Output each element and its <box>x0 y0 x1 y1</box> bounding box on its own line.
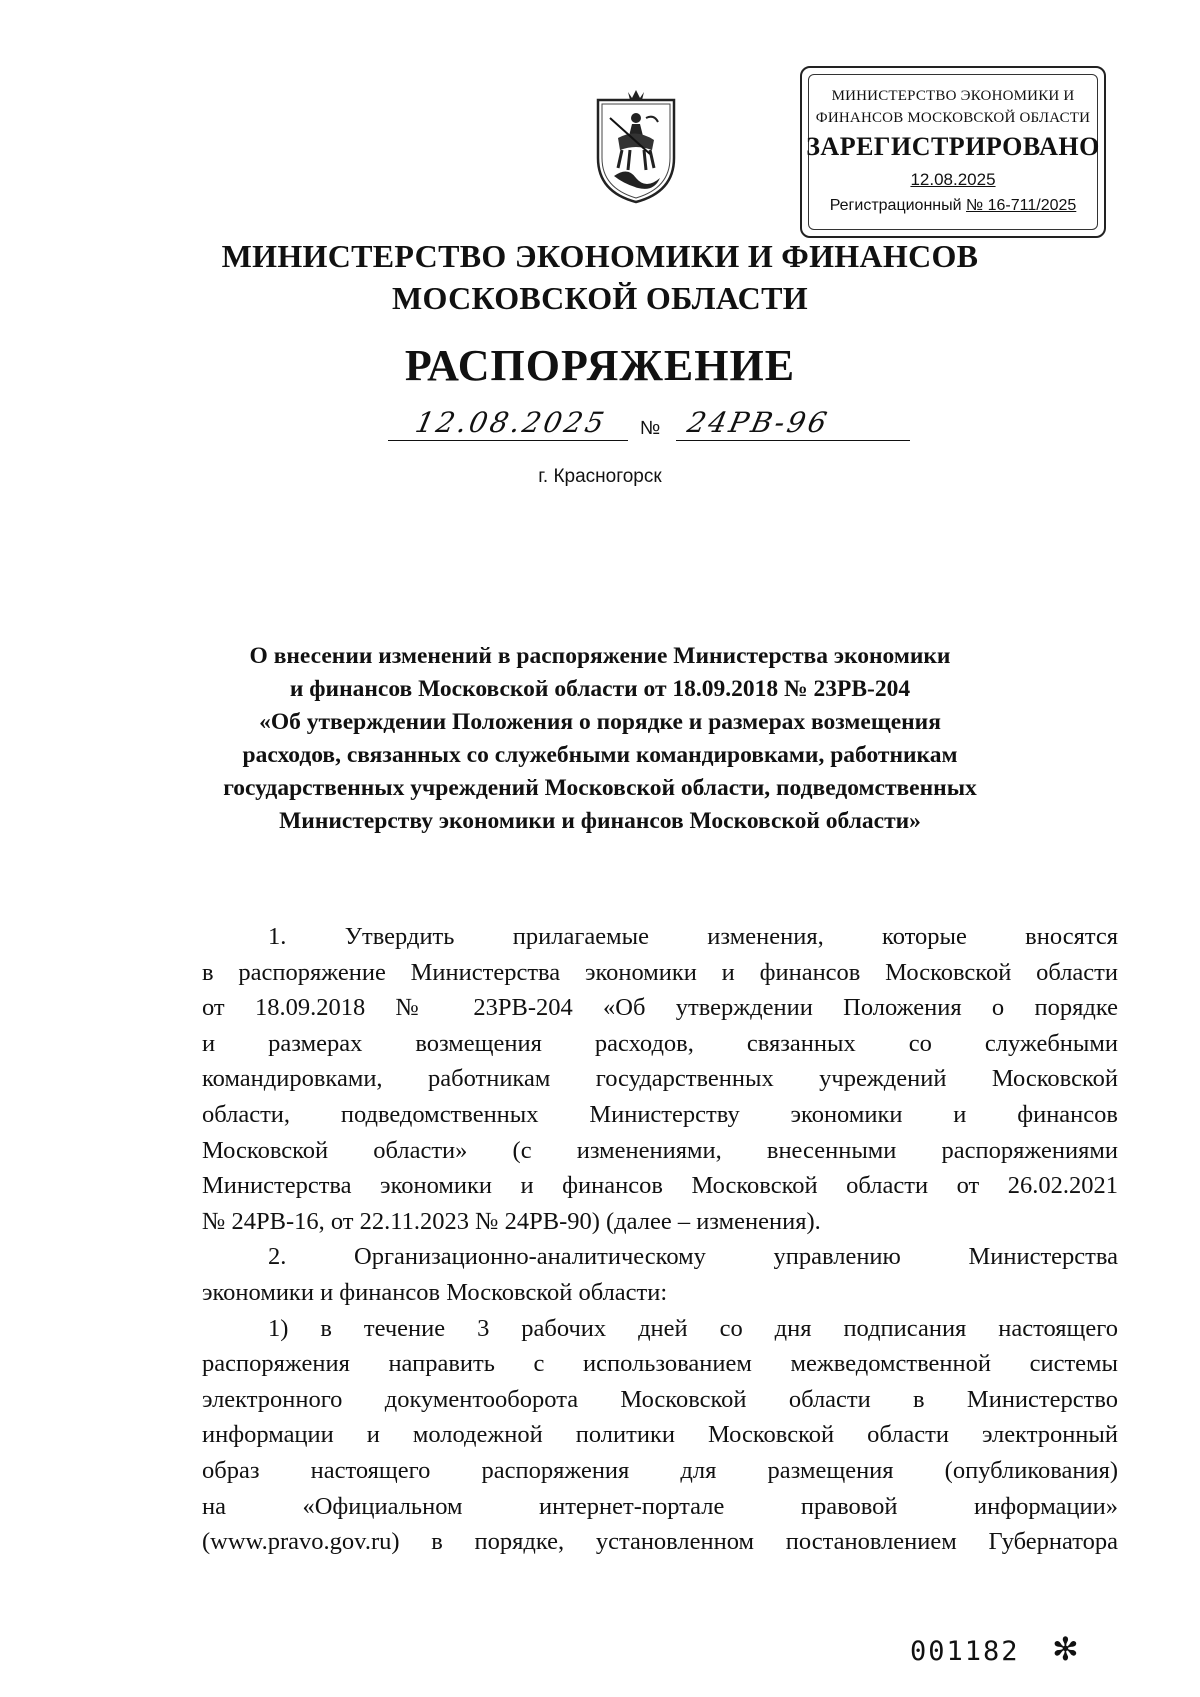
body-line: области, подведомственных Министерству экономики и финансов <box>202 1100 1118 1128</box>
body-line: экономики и финансов Московской области: <box>202 1278 668 1306</box>
stamp-ministry-line1: МИНИСТЕРСТВО ЭКОНОМИКИ И <box>831 88 1075 104</box>
stamp-registration-number <box>802 197 1104 215</box>
date-underline <box>388 440 628 441</box>
asterisk-mark: ✻ <box>1052 1630 1079 1668</box>
body-line: образ настоящего распоряжения для размещения (опубликования) <box>202 1456 1118 1484</box>
handwritten-date: 12.08.2025 <box>412 406 610 439</box>
document-title <box>176 640 1024 838</box>
body-line: на «Официальном интернет-портале правовой информации» <box>202 1492 1118 1520</box>
stamp-reg-number: № 16-711/2025 <box>966 197 1077 214</box>
body-line: Московской области» (с изменениями, внесенными распоряжениями <box>202 1136 1118 1164</box>
body-line: от 18.09.2018 № 23РВ-204 «Об утверждении Положения о порядке <box>202 994 1118 1022</box>
body-line: 1) в течение 3 рабочих дней со дня подписания настоящего <box>268 1314 1118 1342</box>
ministry-name-line1: МИНИСТЕРСТВО ЭКОНОМИКИ И ФИНАНСОВ <box>221 238 979 274</box>
body-line: и размерах возмещения расходов, связанных со служебными <box>202 1029 1118 1057</box>
coat-of-arms-icon <box>588 88 684 206</box>
ministry-name-line2: МОСКОВСКОЙ ОБЛАСТИ <box>392 280 808 316</box>
title-line: и финансов Московской области от 18.09.2018 № 23РВ-204 <box>289 676 911 702</box>
stamp-date: 12.08.2025 <box>910 170 996 189</box>
city-label: г. Красногорск <box>538 466 662 487</box>
number-sign: № <box>640 418 661 439</box>
title-line: государственных учреждений Московской области, подведомственных <box>223 775 977 801</box>
registration-stamp <box>800 66 1106 238</box>
body-line: Министерства экономики и финансов Московской области от 26.02.2021 <box>202 1172 1118 1200</box>
body-line: распоряжения направить с использованием межведомственной системы <box>202 1350 1118 1378</box>
body-line: электронного документооборота Московской области в Министерство <box>202 1385 1118 1413</box>
number-underline <box>676 440 910 441</box>
body-line: информации и молодежной политики Московской области электронный <box>202 1421 1118 1449</box>
body-line: 2. Организационно-аналитическому управлению Министерства <box>268 1243 1118 1271</box>
title-line: «Об утверждении Положения о порядке и размерах возмещения <box>259 709 941 735</box>
title-line: О внесении изменений в распоряжение Министерства экономики <box>249 643 951 669</box>
title-line: Министерству экономики и финансов Московской области» <box>279 808 921 834</box>
stamp-status: ЗАРЕГИСТРИРОВАНО <box>806 132 1100 161</box>
serial-number: 001182 <box>910 1636 1020 1667</box>
document-type-heading: РАСПОРЯЖЕНИЕ <box>404 341 796 390</box>
handwritten-number: 24РВ-96 <box>684 406 833 439</box>
body-line: командировками, работникам государственных учреждений Московской <box>202 1065 1118 1093</box>
title-line: расходов, связанных со служебными командировками, работникам <box>242 742 958 768</box>
document-body <box>202 919 1118 1560</box>
body-line: 1. Утвердить прилагаемые изменения, которые вносятся <box>268 923 1118 950</box>
body-line: (www.pravo.gov.ru) в порядке, установленном постановлением Губернатора <box>202 1528 1118 1556</box>
stamp-reg-label: Регистрационный <box>829 197 967 214</box>
body-line: в распоряжение Министерства экономики и финансов Московской области <box>202 958 1118 986</box>
stamp-ministry-line2: ФИНАНСОВ МОСКОВСКОЙ ОБЛАСТИ <box>815 110 1091 126</box>
body-line: № 24РВ-16, от 22.11.2023 № 24РВ-90) (далее – изменения). <box>202 1207 821 1235</box>
